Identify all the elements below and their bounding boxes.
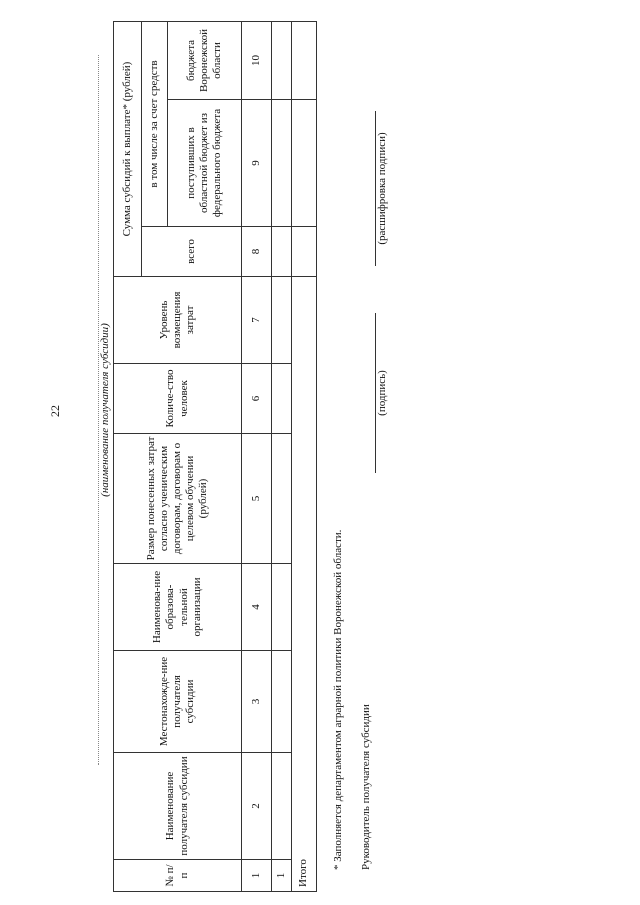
page-number: 22 <box>48 405 62 417</box>
empty-cell <box>292 227 317 277</box>
recipient-caption: (наименование получателя субсидии) <box>99 323 111 497</box>
signature-line <box>375 313 388 473</box>
empty-cell <box>272 564 292 651</box>
numbering-cell: 3 <box>242 651 272 753</box>
header-costs: Размер понесенных затрат согласно ученическим договорам, договорам о целевом обучении (рублей) <box>114 434 242 564</box>
empty-cell <box>272 364 292 434</box>
numbering-cell: 8 <box>242 227 272 277</box>
signature-decoding-caption: (расшифровка подписи) <box>376 132 388 245</box>
row-num-cell: 1 <box>272 860 292 892</box>
empty-cell <box>272 227 292 277</box>
header-location: Местонахожде-ние получателя субсидии <box>114 651 242 753</box>
numbering-cell: 9 <box>242 100 272 227</box>
header-name: Наименование получателя субсидии <box>114 753 242 860</box>
total-label: Итого <box>292 277 317 892</box>
header-federal: поступивших в областной бюджет из федерального бюджета <box>168 100 242 227</box>
header-total: всего <box>142 227 242 277</box>
numbering-cell: 1 <box>242 860 272 892</box>
signature-caption: (подпись) <box>376 370 388 416</box>
header-org: Наименова-ние образова-тельной организации <box>114 564 242 651</box>
numbering-cell: 7 <box>242 277 272 364</box>
header-sum: Сумма субсидий к выплате* (рублей) <box>114 21 142 276</box>
empty-cell <box>272 277 292 364</box>
header-count: Количе-ство человек <box>114 364 242 434</box>
empty-cell <box>272 753 292 860</box>
header-regional: бюджета Воронежской области <box>168 21 242 99</box>
empty-cell <box>272 100 292 227</box>
empty-cell <box>272 651 292 753</box>
footnote: * Заполняется департаментом аграрной политики Воронежской области. <box>332 529 344 870</box>
empty-cell <box>292 21 317 99</box>
header-num: № п/п <box>114 860 242 892</box>
numbering-cell: 2 <box>242 753 272 860</box>
numbering-cell: 5 <box>242 434 272 564</box>
empty-cell <box>272 21 292 99</box>
empty-cell <box>272 434 292 564</box>
subsidy-table <box>113 21 317 892</box>
head-of-recipient-label: Руководитель получателя субсидии <box>360 704 372 870</box>
numbering-cell: 4 <box>242 564 272 651</box>
empty-cell <box>292 100 317 227</box>
signature-decoding-line <box>375 111 388 266</box>
numbering-cell: 6 <box>242 364 272 434</box>
header-including: в том числе за счет средств <box>142 21 168 226</box>
header-level: Уровень возмещения затрат <box>114 277 242 364</box>
numbering-cell: 10 <box>242 21 272 99</box>
